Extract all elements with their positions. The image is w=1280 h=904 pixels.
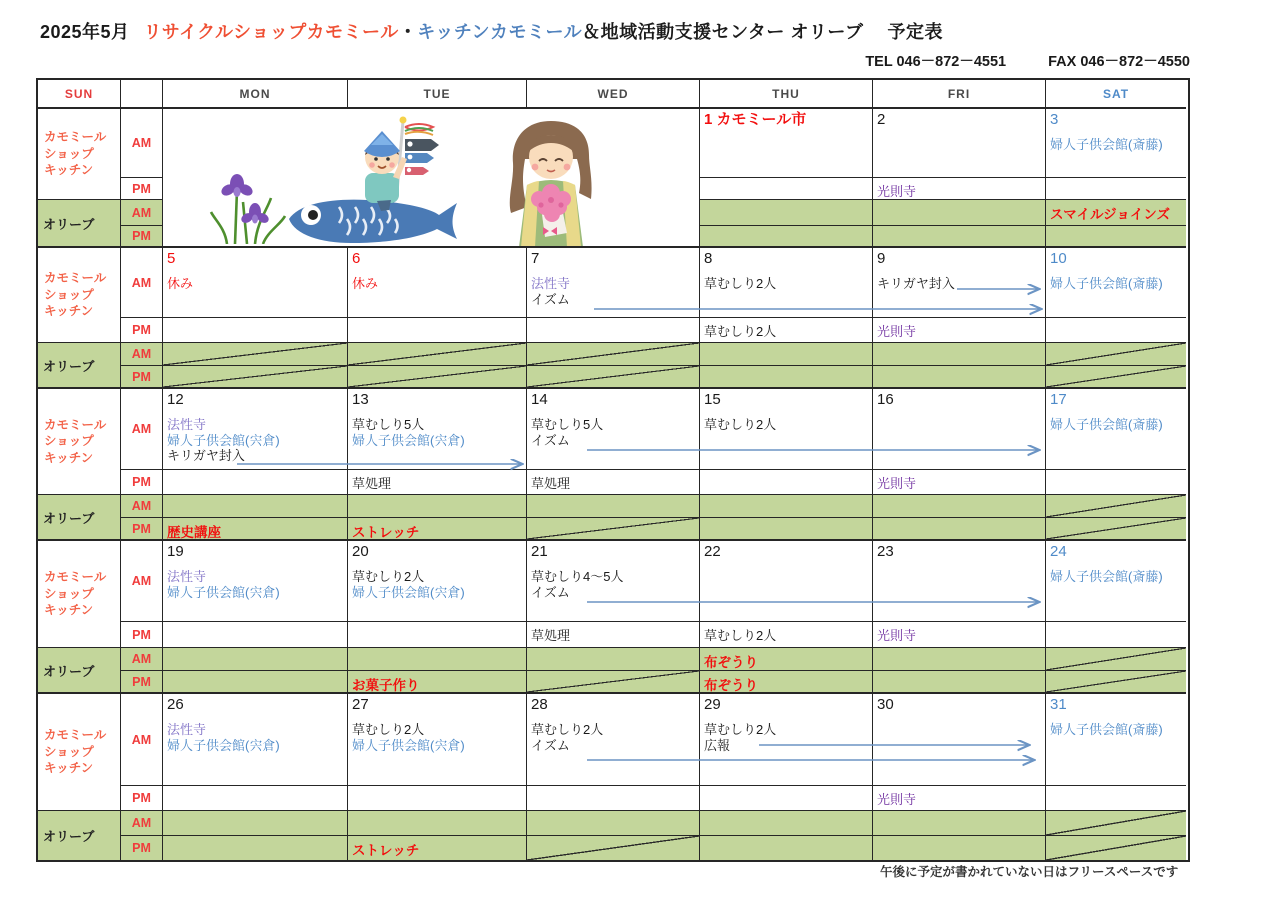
event: 婦人子供会館(宍倉) <box>352 737 465 753</box>
page-title <box>40 18 943 44</box>
event: スマイルジョインズ <box>1050 207 1170 222</box>
event: 草処理 <box>531 628 571 643</box>
day-22-number: 22 <box>704 543 721 560</box>
cell-w5-thu-olive-pm <box>700 836 873 860</box>
cell-w4-tue-olive-am <box>348 648 527 671</box>
cell-w1-thu-am <box>700 108 873 178</box>
olive-am-label: AM <box>121 648 163 671</box>
cell-w3-sat-olive-am-closed <box>1046 495 1186 518</box>
header-wed: WED <box>527 80 700 108</box>
header-tue: TUE <box>348 80 527 108</box>
title-month: 2025年5月 <box>40 22 130 42</box>
event: イズム <box>531 584 570 600</box>
day-29-number: 29 <box>704 696 721 713</box>
chamomile-rows-label <box>38 693 121 811</box>
cell-w3-thu-olive-am <box>700 495 873 518</box>
day-3-number: 3 <box>1050 111 1059 128</box>
olive-pm-label: PM <box>121 226 163 247</box>
chamomile-label-line2: ショップ <box>44 586 94 601</box>
event: 婦人子供会館(宍倉) <box>352 584 465 600</box>
cell-w5-mon-am <box>163 693 348 786</box>
cell-w4-wed-am <box>527 540 700 622</box>
event: 歴史講座 <box>167 525 221 540</box>
day-16-number: 16 <box>877 391 894 408</box>
cell-w3-fri-pm <box>873 470 1046 495</box>
koinobori-boy-illustration <box>281 115 473 247</box>
pm-label: PM <box>121 622 163 648</box>
chamomile-label-line1: カモミール <box>44 570 107 585</box>
event: 草むしり2人 <box>352 722 425 737</box>
event: イズム <box>531 432 570 448</box>
chamomile-label-line3: キッチン <box>44 304 94 319</box>
event: 草むしり2人 <box>704 324 777 339</box>
cell-w2-mon-am <box>163 247 348 318</box>
cell-w2-wed-pm <box>527 318 700 343</box>
event: 草処理 <box>531 476 571 491</box>
cell-w5-sat-pm <box>1046 786 1186 811</box>
cell-w3-tue-pm <box>348 470 527 495</box>
cell-w2-wed-olive-pm-closed <box>527 366 700 388</box>
cell-w4-wed-olive-pm-closed <box>527 671 700 693</box>
day-14-number: 14 <box>531 391 548 408</box>
olive-rows-label: オリーブ <box>38 811 121 860</box>
cell-w2-sat-olive-pm-closed <box>1046 366 1186 388</box>
am-label: AM <box>121 388 163 470</box>
am-label: AM <box>121 247 163 318</box>
event: 婦人子供会館(斎藤) <box>1050 722 1163 737</box>
cell-w3-tue-olive-pm <box>348 518 527 540</box>
cell-w4-fri-pm <box>873 622 1046 648</box>
chamomile-label-line3: キッチン <box>44 761 94 776</box>
event: 休み <box>352 276 379 291</box>
am-label: AM <box>121 540 163 622</box>
cell-w3-fri-olive-pm <box>873 518 1046 540</box>
contact-info <box>865 50 1190 71</box>
cell-w3-thu-am <box>700 388 873 470</box>
cell-w2-tue-am <box>348 247 527 318</box>
cell-w5-sat-am <box>1046 693 1186 786</box>
cell-w3-sat-am <box>1046 388 1186 470</box>
event: 婦人子供会館(宍倉) <box>167 432 280 448</box>
cell-w2-fri-pm <box>873 318 1046 343</box>
event: 法性寺 <box>531 276 571 291</box>
cell-w5-thu-pm <box>700 786 873 811</box>
cell-w4-thu-pm <box>700 622 873 648</box>
cell-w2-fri-olive-pm <box>873 366 1046 388</box>
cell-w3-mon-pm <box>163 470 348 495</box>
day-17-number: 17 <box>1050 391 1067 408</box>
cell-w3-tue-olive-am <box>348 495 527 518</box>
cell-w4-tue-pm <box>348 622 527 648</box>
cell-w1-fri-am <box>873 108 1046 178</box>
fax-number: FAX 046－872－4550 <box>1048 54 1190 70</box>
cell-w5-fri-olive-am <box>873 811 1046 836</box>
cell-w3-sat-pm <box>1046 470 1186 495</box>
cell-w4-mon-olive-pm <box>163 671 348 693</box>
cell-w1-sat-pm <box>1046 178 1186 200</box>
pm-label: PM <box>121 786 163 811</box>
cell-w2-sat-pm <box>1046 318 1186 343</box>
event: 草むしり2人 <box>704 276 777 291</box>
cell-w4-thu-olive-am <box>700 648 873 671</box>
olive-rows-label: オリーブ <box>38 200 121 247</box>
cell-w2-tue-olive-am-closed <box>348 343 527 366</box>
cell-w5-wed-olive-pm-closed <box>527 836 700 860</box>
cell-w2-mon-pm <box>163 318 348 343</box>
tel-number: TEL 046－872－4551 <box>865 54 1007 70</box>
cell-w4-thu-am <box>700 540 873 622</box>
chamomile-label-line1: カモミール <box>44 130 107 145</box>
cell-w5-thu-am <box>700 693 873 786</box>
cell-w1-sat-am <box>1046 108 1186 178</box>
day-9-number: 9 <box>877 250 886 267</box>
olive-pm-label: PM <box>121 836 163 860</box>
cell-w4-thu-olive-pm <box>700 671 873 693</box>
event: 法性寺 <box>167 569 207 584</box>
olive-rows-label: オリーブ <box>38 343 121 388</box>
day-2-number: 2 <box>877 111 886 128</box>
chamomile-label-line2: ショップ <box>44 744 94 759</box>
day-20-number: 20 <box>352 543 369 560</box>
chamomile-rows-label <box>38 540 121 648</box>
event: 婦人子供会館(宍倉) <box>167 584 280 600</box>
olive-rows-label: オリーブ <box>38 495 121 540</box>
am-label: AM <box>121 108 163 178</box>
chamomile-rows-label <box>38 388 121 495</box>
day-30-number: 30 <box>877 696 894 713</box>
event: 草むしり2人 <box>704 628 777 643</box>
cell-w1-fri-olive-pm <box>873 226 1046 247</box>
day-12-number: 12 <box>167 391 184 408</box>
header-mon: MON <box>163 80 348 108</box>
event: 布ぞうり <box>704 655 758 670</box>
am-label: AM <box>121 693 163 786</box>
chamomile-rows-label <box>38 247 121 343</box>
day-1-label: 1 カモミール市 <box>704 111 807 128</box>
olive-am-label: AM <box>121 811 163 836</box>
event: 婦人子供会館(斎藤) <box>1050 137 1163 152</box>
event: 草むしり4～5人 <box>531 569 624 584</box>
chamomile-rows-label <box>38 108 121 200</box>
event: 布ぞうり <box>704 678 758 693</box>
chamomile-label-line3: キッチン <box>44 603 94 618</box>
cell-w2-sat-olive-am-closed <box>1046 343 1186 366</box>
day-21-number: 21 <box>531 543 548 560</box>
day-19-number: 19 <box>167 543 184 560</box>
cell-w4-tue-olive-pm <box>348 671 527 693</box>
event: 法性寺 <box>167 722 207 737</box>
chamomile-label-line2: ショップ <box>44 434 94 449</box>
cell-w5-wed-pm <box>527 786 700 811</box>
cell-w5-sat-olive-pm-closed <box>1046 836 1186 860</box>
pm-label: PM <box>121 470 163 495</box>
event: 草むしり2人 <box>704 722 777 737</box>
chamomile-label-line3: キッチン <box>44 450 94 465</box>
cell-w5-mon-olive-am <box>163 811 348 836</box>
day-5-number: 5 <box>167 250 176 267</box>
olive-pm-label: PM <box>121 518 163 540</box>
day-15-number: 15 <box>704 391 721 408</box>
cell-w5-fri-pm <box>873 786 1046 811</box>
day-8-number: 8 <box>704 250 713 267</box>
event: 草むしり2人 <box>704 417 777 432</box>
cell-w5-mon-olive-pm <box>163 836 348 860</box>
cell-w3-wed-olive-am <box>527 495 700 518</box>
event: 光則寺 <box>877 628 917 643</box>
event: ストレッチ <box>352 843 420 858</box>
olive-am-label: AM <box>121 200 163 226</box>
cell-w1-thu-olive-am <box>700 200 873 226</box>
olive-pm-label: PM <box>121 671 163 693</box>
cell-w2-fri-olive-am <box>873 343 1046 366</box>
day-10-number: 10 <box>1050 250 1067 267</box>
event: 光則寺 <box>877 184 917 199</box>
cell-w4-mon-am <box>163 540 348 622</box>
cell-w1-thu-pm <box>700 178 873 200</box>
cell-w3-mon-am <box>163 388 348 470</box>
event: キリガヤ封入 <box>877 276 955 291</box>
chamomile-label-line1: カモミール <box>44 417 107 432</box>
cell-w4-mon-olive-am <box>163 648 348 671</box>
cell-w2-mon-olive-am-closed <box>163 343 348 366</box>
cell-w2-thu-pm <box>700 318 873 343</box>
day-26-number: 26 <box>167 696 184 713</box>
event: 婦人子供会館(宍倉) <box>167 737 280 753</box>
cell-w2-thu-olive-pm <box>700 366 873 388</box>
day-24-number: 24 <box>1050 543 1067 560</box>
cell-w2-tue-pm <box>348 318 527 343</box>
chamomile-label-line3: キッチン <box>44 163 94 178</box>
cell-w4-tue-am <box>348 540 527 622</box>
event: キリガヤ封入 <box>167 448 245 463</box>
event: 光則寺 <box>877 792 917 807</box>
title-shop-name: リサイクルショップカモミール <box>143 22 399 42</box>
event: 婦人子供会館(斎藤) <box>1050 276 1163 291</box>
event: 広報 <box>704 737 731 753</box>
event: 婦人子供会館(斎藤) <box>1050 417 1163 432</box>
cell-w5-tue-am <box>348 693 527 786</box>
cell-w5-fri-olive-pm <box>873 836 1046 860</box>
cell-w4-wed-olive-am <box>527 648 700 671</box>
chamomile-label-line1: カモミール <box>44 271 107 286</box>
header-fri: FRI <box>873 80 1046 108</box>
header-sat: SAT <box>1046 80 1186 108</box>
cell-w1-fri-olive-am <box>873 200 1046 226</box>
header-thu: THU <box>700 80 873 108</box>
event: 草むしり2人 <box>531 722 604 737</box>
cell-w3-fri-am <box>873 388 1046 470</box>
day-27-number: 27 <box>352 696 369 713</box>
cell-w2-thu-am <box>700 247 873 318</box>
schedule-table <box>36 78 1190 862</box>
chamomile-label-line1: カモミール <box>44 728 107 743</box>
event: お菓子作り <box>352 678 420 693</box>
title-tail: ＆地域活動支援センター オリーブ 予定表 <box>582 22 943 42</box>
event: ストレッチ <box>352 525 420 540</box>
cell-w1-sat-olive-pm <box>1046 226 1186 247</box>
cell-w4-fri-am <box>873 540 1046 622</box>
event: イズム <box>531 737 570 753</box>
cell-w5-tue-pm <box>348 786 527 811</box>
day-7-number: 7 <box>531 250 540 267</box>
event: 婦人子供会館(斎藤) <box>1050 569 1163 584</box>
event: 草むしり2人 <box>352 569 425 584</box>
olive-pm-label: PM <box>121 366 163 388</box>
event: 草むしり5人 <box>531 417 604 432</box>
day-13-number: 13 <box>352 391 369 408</box>
cell-w2-wed-am <box>527 247 700 318</box>
cell-w3-wed-am <box>527 388 700 470</box>
cell-w4-wed-pm <box>527 622 700 648</box>
cell-w1-fri-pm <box>873 178 1046 200</box>
cell-w2-fri-am <box>873 247 1046 318</box>
header-spacer <box>121 80 163 108</box>
cell-w4-sat-pm <box>1046 622 1186 648</box>
cell-w1-thu-olive-pm <box>700 226 873 247</box>
cell-w3-mon-olive-am <box>163 495 348 518</box>
olive-am-label: AM <box>121 343 163 366</box>
cell-w5-mon-pm <box>163 786 348 811</box>
pm-label: PM <box>121 318 163 343</box>
footnote: 午後に予定が書かれていない日はフリースペースです <box>880 865 1179 879</box>
cell-w3-thu-pm <box>700 470 873 495</box>
olive-rows-label: オリーブ <box>38 648 121 693</box>
event: イズム <box>531 291 570 307</box>
day-6-number: 6 <box>352 250 361 267</box>
cell-w1-sat-olive-am <box>1046 200 1186 226</box>
cell-w3-wed-pm <box>527 470 700 495</box>
event: 光則寺 <box>877 476 917 491</box>
event: 草むしり5人 <box>352 417 425 432</box>
cell-w5-tue-olive-pm <box>348 836 527 860</box>
pm-label: PM <box>121 178 163 200</box>
event: 法性寺 <box>167 417 207 432</box>
seasonal-illustrations-cell <box>163 108 700 247</box>
header-sun: SUN <box>38 80 121 108</box>
cell-w3-tue-am <box>348 388 527 470</box>
olive-am-label: AM <box>121 495 163 518</box>
cell-w2-wed-olive-am-closed <box>527 343 700 366</box>
chamomile-label-line2: ショップ <box>44 146 94 161</box>
event: 婦人子供会館(宍倉) <box>352 432 465 448</box>
cell-w5-tue-olive-am <box>348 811 527 836</box>
cell-w5-wed-olive-am <box>527 811 700 836</box>
cell-w3-mon-olive-pm <box>163 518 348 540</box>
cell-w4-mon-pm <box>163 622 348 648</box>
bouquet-woman-illustration <box>493 115 609 247</box>
cell-w4-sat-olive-pm-closed <box>1046 671 1186 693</box>
title-separator: ・ <box>398 22 418 42</box>
cell-w5-fri-am <box>873 693 1046 786</box>
cell-w3-wed-olive-pm-closed <box>527 518 700 540</box>
day-31-number: 31 <box>1050 696 1067 713</box>
cell-w5-sat-olive-am-closed <box>1046 811 1186 836</box>
cell-w2-tue-olive-pm-closed <box>348 366 527 388</box>
cell-w2-sat-am <box>1046 247 1186 318</box>
chamomile-label-line2: ショップ <box>44 287 94 302</box>
cell-w4-sat-olive-am-closed <box>1046 648 1186 671</box>
cell-w3-thu-olive-pm <box>700 518 873 540</box>
cell-w3-sat-olive-pm-closed <box>1046 518 1186 540</box>
cell-w5-wed-am <box>527 693 700 786</box>
title-kitchen-name: キッチンカモミール <box>417 22 583 42</box>
cell-w2-mon-olive-pm-closed <box>163 366 348 388</box>
cell-w2-thu-olive-am <box>700 343 873 366</box>
iris-flowers-illustration <box>197 172 293 244</box>
day-23-number: 23 <box>877 543 894 560</box>
event: 光則寺 <box>877 324 917 339</box>
cell-w4-fri-olive-pm <box>873 671 1046 693</box>
cell-w4-sat-am <box>1046 540 1186 622</box>
event: 草処理 <box>352 476 392 491</box>
cell-w3-fri-olive-am <box>873 495 1046 518</box>
day-28-number: 28 <box>531 696 548 713</box>
cell-w4-fri-olive-am <box>873 648 1046 671</box>
event: 休み <box>167 276 194 291</box>
cell-w5-thu-olive-am <box>700 811 873 836</box>
